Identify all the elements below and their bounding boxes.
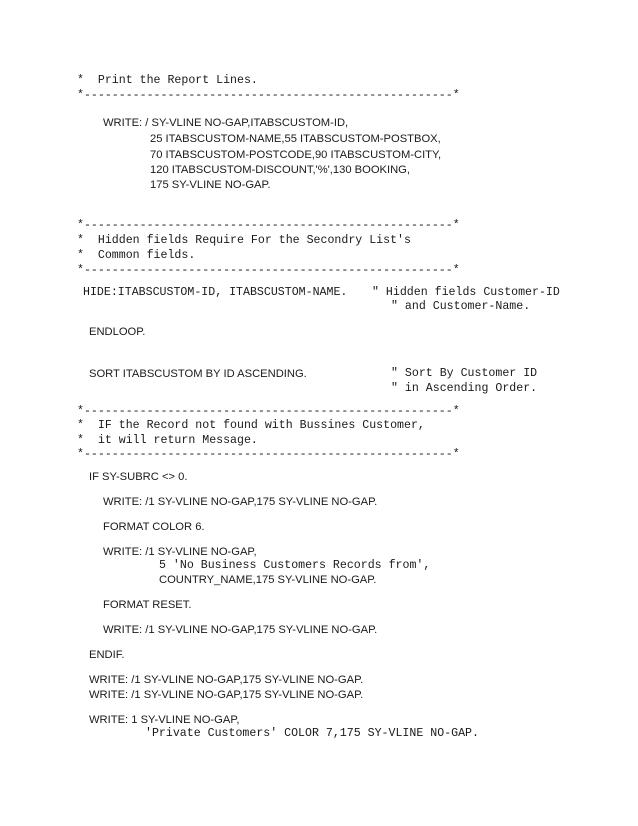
comment-line: * Hidden fields Require For the Secondry List's <box>77 234 411 247</box>
code-line: WRITE: /1 SY-VLINE NO-GAP,175 SY-VLINE NO-GAP. <box>103 496 378 508</box>
comment-divider: *-----------------------------------------------------* <box>77 405 460 418</box>
code-line: WRITE: /1 SY-VLINE NO-GAP, <box>103 546 257 558</box>
code-line: WRITE: /1 SY-VLINE NO-GAP,175 SY-VLINE NO-GAP. <box>89 674 364 686</box>
code-line: 175 SY-VLINE NO-GAP. <box>150 179 271 191</box>
comment-line: * IF the Record not found with Bussines Customer, <box>77 419 425 432</box>
comment-line: * it will return Message. <box>77 434 258 447</box>
code-line: WRITE: /1 SY-VLINE NO-GAP,175 SY-VLINE NO-GAP. <box>103 624 378 636</box>
inline-comment: " and Customer-Name. <box>391 300 531 313</box>
comment-line: * Print the Report Lines. <box>77 74 258 87</box>
comment-divider: *-----------------------------------------------------* <box>77 219 460 232</box>
comment-line: * Common fields. <box>77 249 196 262</box>
code-line: IF SY-SUBRC <> 0. <box>89 471 188 483</box>
code-line: COUNTRY_NAME,175 SY-VLINE NO-GAP. <box>159 574 377 586</box>
code-line: WRITE: /1 SY-VLINE NO-GAP,175 SY-VLINE NO-GAP. <box>89 689 364 701</box>
inline-comment: " Sort By Customer ID <box>391 367 538 380</box>
code-line: ENDLOOP. <box>89 326 146 338</box>
inline-comment: " in Ascending Order. <box>391 382 538 395</box>
code-line: 25 ITABSCUSTOM-NAME,55 ITABSCUSTOM-POSTBOX, <box>150 133 441 145</box>
code-line: WRITE: 1 SY-VLINE NO-GAP, <box>89 714 240 726</box>
code-line: SORT ITABSCUSTOM BY ID ASCENDING. <box>89 368 307 380</box>
code-line: ENDIF. <box>89 649 125 661</box>
code-line: 5 'No Business Customers Records from', <box>159 559 431 572</box>
code-line: FORMAT RESET. <box>103 599 192 611</box>
code-line: 'Private Customers' COLOR 7,175 SY-VLINE NO-GAP. <box>145 727 479 740</box>
comment-divider: *-----------------------------------------------------* <box>77 264 460 277</box>
code-line: 120 ITABSCUSTOM-DISCOUNT,'%',130 BOOKING, <box>150 164 410 176</box>
comment-divider: *-----------------------------------------------------* <box>77 89 460 102</box>
code-line: WRITE: / SY-VLINE NO-GAP,ITABSCUSTOM-ID, <box>103 117 349 129</box>
comment-divider: *-----------------------------------------------------* <box>77 448 460 461</box>
code-line: HIDE:ITABSCUSTOM-ID, ITABSCUSTOM-NAME. <box>83 286 348 299</box>
inline-comment: " Hidden fields Customer-ID <box>372 286 560 299</box>
code-line: FORMAT COLOR 6. <box>103 521 205 533</box>
code-line: 70 ITABSCUSTOM-POSTCODE,90 ITABSCUSTOM-CITY, <box>150 149 442 161</box>
